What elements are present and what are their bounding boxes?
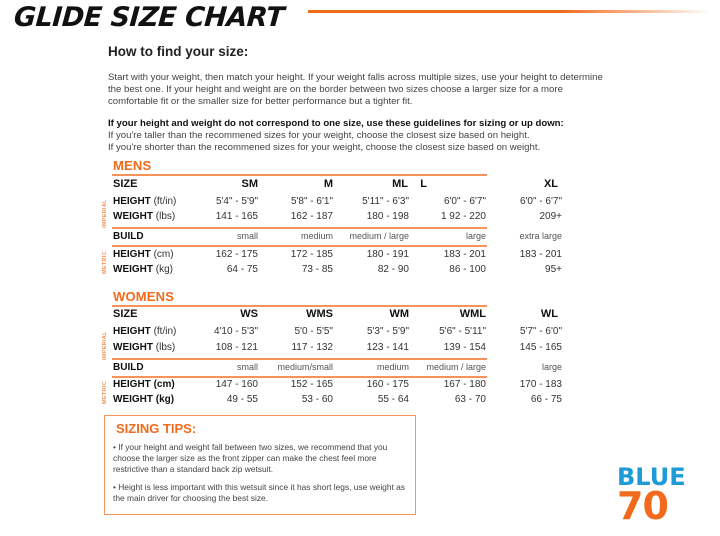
- weight-label-text: WEIGHT: [113, 342, 153, 353]
- womens-weight-metric-row: [113, 394, 562, 410]
- height-label: [113, 249, 174, 260]
- height-label: [113, 379, 175, 390]
- cell: 108 - 121: [215, 342, 258, 353]
- cell: 123 - 141: [366, 342, 409, 353]
- cell: 152 - 165: [290, 379, 333, 390]
- cell: medium: [376, 362, 409, 372]
- size-cell: M: [323, 178, 333, 190]
- cell: 5'7" - 6'0": [519, 326, 562, 337]
- cell: 64 - 75: [226, 264, 258, 275]
- sizing-tip: • Height is less important with this wetsuit since it has short legs, use weight as the main driver for choosing the best size.: [113, 482, 405, 503]
- mens-build-bottom-divider: [112, 245, 487, 247]
- weight-label: [113, 342, 175, 353]
- cell: 180 - 198: [366, 211, 409, 222]
- unit-label: (cm): [153, 379, 175, 390]
- cell: 172 - 185: [290, 249, 333, 260]
- height-label: [113, 326, 176, 337]
- cell: 6'0" - 6'7": [443, 196, 486, 207]
- imperial-side-label: IMPERIAL: [102, 331, 108, 360]
- cell: 5'8" - 6'1": [290, 196, 333, 207]
- size-cell: WM: [389, 308, 409, 320]
- cell: 5'6" - 5'11": [439, 326, 486, 337]
- mens-top-divider: [112, 174, 487, 176]
- cell: 5'4" - 5'9": [215, 196, 258, 207]
- cell: medium/small: [277, 362, 333, 372]
- weight-label: [113, 264, 173, 275]
- title-divider: [308, 10, 712, 13]
- how-to-paragraph: Start with your weight, then match your height. If your weight falls across multiple sizes, use your height to determine the best one. If your height and weight are on the border between two sizes choose a larger size for a more comfortable fit or the smaller size for better performance but a tighter fit.: [108, 72, 603, 108]
- weight-label: [113, 211, 175, 222]
- cell: 82 - 90: [377, 264, 409, 275]
- sizing-tip: • If your height and weight fall between two sizes, we recommend that you choose the larger size as the front zipper can make the chest feel more restrictive than a standard back zip wetsuit.: [113, 442, 388, 474]
- unit-label: (ft/in): [153, 326, 177, 337]
- cell: 73 - 85: [301, 264, 333, 275]
- size-cell: SM: [241, 178, 258, 190]
- cell: 147 - 160: [215, 379, 258, 390]
- unit-label: (kg): [155, 394, 175, 405]
- cell: 183 - 201: [443, 249, 486, 260]
- how-to-heading: How to find your size:: [108, 44, 249, 59]
- unit-label: (kg): [155, 264, 174, 275]
- cell: 5'11" - 6'3": [362, 196, 409, 207]
- blue70-logo: [617, 463, 705, 528]
- unit-label: (ft/in): [153, 196, 177, 207]
- guideline-shorter: If you're shorter than the recommened sizes for your weight, choose the closest size based on weight.: [108, 142, 541, 154]
- size-cell: WML: [459, 308, 486, 320]
- womens-build-bottom-divider: [112, 376, 487, 378]
- weight-label-text: WEIGHT: [113, 211, 153, 222]
- size-cell: XL: [543, 178, 558, 190]
- cell: medium: [300, 231, 333, 241]
- cell: medium / large: [349, 231, 409, 241]
- womens-top-divider: [112, 305, 487, 307]
- cell: 6'0" - 6'7": [519, 196, 562, 207]
- cell: 141 - 165: [215, 211, 258, 222]
- womens-size-row: [113, 308, 558, 324]
- metric-side-label: METRIC: [102, 381, 108, 404]
- womens-section-title: WOMENS: [113, 289, 175, 304]
- build-label: BUILD: [113, 231, 144, 242]
- mens-weight-metric-row: [113, 264, 562, 280]
- cell: 170 - 183: [519, 379, 562, 390]
- cell: 139 - 154: [443, 342, 486, 353]
- height-label-text: HEIGHT: [113, 249, 151, 260]
- unit-label: (lbs): [155, 211, 176, 222]
- cell: 209+: [539, 211, 562, 222]
- size-cell: WL: [540, 308, 558, 320]
- cell: 95+: [545, 264, 562, 275]
- size-cell: ML: [392, 178, 408, 190]
- cell: large: [465, 231, 486, 241]
- cell: 49 - 55: [226, 394, 258, 405]
- mens-build-top-divider: [112, 227, 487, 229]
- unit-label: (lbs): [155, 342, 176, 353]
- height-label: [113, 196, 176, 207]
- guidelines-block: [108, 118, 608, 155]
- size-cell-text: L: [420, 178, 427, 190]
- size-label: SIZE: [113, 308, 138, 320]
- mens-height-imperial-row: [113, 196, 562, 212]
- cell: 162 - 187: [290, 211, 333, 222]
- unit-label: (cm): [153, 249, 174, 260]
- guidelines-heading: If your height and weight do not correspond to one size, use these guidelines for sizing or up down:: [108, 118, 564, 129]
- womens-height-imperial-row: [113, 326, 562, 342]
- cell: 180 - 191: [366, 249, 409, 260]
- cell: 5'3" - 5'9": [366, 326, 409, 337]
- size-label: SIZE: [113, 178, 138, 190]
- cell: small: [236, 362, 258, 372]
- guideline-taller: If you're taller than the recommened sizes for your weight, choose the closest size based on height.: [108, 130, 530, 142]
- metric-side-label: METRIC: [102, 251, 108, 274]
- cell: 5'0 - 5'5": [294, 326, 333, 337]
- mens-height-metric-row: [113, 249, 562, 265]
- cell: 53 - 60: [301, 394, 333, 405]
- cell: 167 - 180: [443, 379, 486, 390]
- mens-weight-imperial-row: [113, 211, 562, 227]
- cell: 4'10 - 5'3": [213, 326, 258, 337]
- weight-label: [113, 394, 174, 405]
- cell: 162 - 175: [215, 249, 258, 260]
- cell: 86 - 100: [449, 264, 486, 275]
- cell: medium / large: [426, 362, 486, 372]
- build-label: BUILD: [113, 362, 144, 373]
- sizing-tips-title: SIZING TIPS:: [116, 421, 197, 436]
- weight-label-text: WEIGHT: [113, 264, 153, 275]
- size-cell: WS: [240, 308, 258, 320]
- cell: extra large: [519, 231, 562, 241]
- sizing-tips-box: [104, 415, 416, 515]
- weight-label-text: WEIGHT: [113, 394, 153, 405]
- height-label-text: HEIGHT: [113, 196, 151, 207]
- page-title: GLIDE SIZE CHART: [12, 2, 285, 33]
- womens-weight-imperial-row: [113, 342, 562, 358]
- cell: small: [236, 231, 258, 241]
- womens-build-top-divider: [112, 358, 487, 360]
- cell: 55 - 64: [377, 394, 409, 405]
- mens-size-row: [113, 178, 558, 194]
- logo-line-blue: BLUE: [617, 463, 686, 491]
- logo-line-70: 70: [617, 484, 668, 528]
- size-cell: WMS: [306, 308, 333, 320]
- cell: 183 - 201: [519, 249, 562, 260]
- cell: 63 - 70: [454, 394, 486, 405]
- cell: 1 92 - 220: [440, 211, 486, 222]
- mens-section-title: MENS: [113, 158, 152, 173]
- womens-height-metric-row: [113, 379, 562, 395]
- cell: 117 - 132: [291, 342, 333, 353]
- cell: 66 - 75: [530, 394, 562, 405]
- height-label-text: HEIGHT: [113, 326, 151, 337]
- imperial-side-label: IMPERIAL: [102, 199, 108, 228]
- cell: 145 - 165: [519, 342, 562, 353]
- cell: large: [541, 362, 562, 372]
- cell: 160 - 175: [366, 379, 409, 390]
- height-label-text: HEIGHT: [113, 379, 151, 390]
